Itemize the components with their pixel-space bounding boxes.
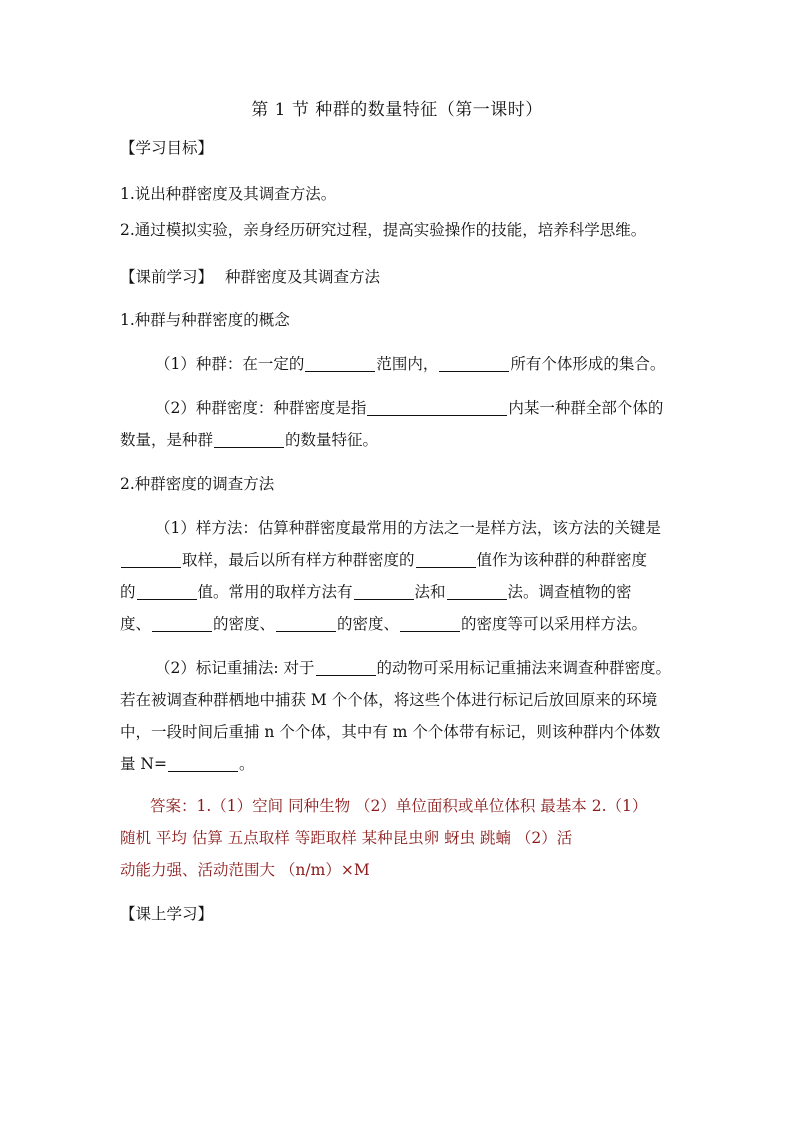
concept-p1 [155,354,665,374]
text-segment: 内某一种群全部个体的 [508,399,664,417]
answer-line1: 答案：1.（1）空间 同种生物 （2）单位面积或单位体积 最基本 2.（1） [150,797,648,815]
text-segment: 所有个体形成的集合。 [510,355,666,373]
fill-blank[interactable] [416,551,476,568]
text-segment: 值作为该种群的种群密度 [476,551,648,569]
text-segment: 度、 [120,615,152,633]
text-segment: 的密度、 [337,615,400,633]
fill-blank[interactable] [447,583,507,600]
mark-line3: 中，一段时间后重捕 n 个个体，其中有 m 个个体带有标记，则该种群内个体数 [120,723,661,741]
concept-p2-line2 [120,430,378,450]
sample-line1: （1）样方法：估算种群密度最常用的方法之一是样方法，该方法的关键是 [155,519,661,537]
text-segment: 数量，是种群 [120,431,214,449]
text-segment: 的密度、 [213,615,276,633]
sample-line4 [120,614,647,634]
mark-line4 [120,754,255,774]
text-segment: 的 [120,583,136,601]
fill-blank[interactable] [121,551,181,568]
concept-p2-line1 [155,398,663,418]
fill-blank[interactable] [400,615,460,632]
objective-item: 2.通过模拟实验，亲身经历研究过程，提高实验操作的技能，培养科学思维。 [120,221,647,239]
answer-line2: 随机 平均 估算 五点取样 等距取样 某种昆虫卵 蚜虫 跳蝻 （2）活 [120,829,573,847]
text-segment: 的动物可采用标记重捕法来调查种群密度。 [376,659,672,677]
fill-blank[interactable] [354,583,414,600]
fill-blank[interactable] [367,399,507,416]
sample-line3 [120,582,632,602]
sample-line2 [120,550,647,570]
mark-line1 [155,658,671,678]
concept-heading: 1.种群与种群密度的概念 [120,311,290,329]
text-segment: 取样，最后以所有样方种群密度的 [182,551,415,569]
fill-blank[interactable] [439,355,509,372]
methods-heading: 2.种群密度的调查方法 [120,475,275,493]
answer-line3: 动能力强、活动范围大 （n/m）×M [120,861,370,879]
inclass-heading: 【课上学习】 [120,905,214,923]
fill-blank[interactable] [214,431,284,448]
text-segment: 的密度等可以采用样方法。 [461,615,648,633]
text-segment: （1）种群：在一定的 [155,355,305,373]
prelearn-heading: 【课前学习】 [120,268,214,286]
objective-item: 1.说出种群密度及其调查方法。 [120,185,337,203]
fill-blank[interactable] [168,755,238,772]
text-segment: （2）标记重捕法: 对于 [155,659,315,677]
text-segment: 法。调查植物的密 [507,583,632,601]
mark-line2: 若在被调查种群栖地中捕获 M 个个体，将这些个体进行标记后放回原来的环境 [120,691,658,709]
text-segment: 范围内， [376,355,439,373]
fill-blank[interactable] [152,615,212,632]
page-title: 第 1 节 种群的数量特征（第一课时） [251,100,543,120]
text-segment: （2）种群密度：种群密度是指 [155,399,367,417]
prelearn-heading-line [120,267,380,287]
text-segment: 值。常用的取样方法有 [197,583,353,601]
fill-blank[interactable] [276,615,336,632]
prelearn-topic: 种群密度及其调查方法 [225,268,381,286]
fill-blank[interactable] [305,355,375,372]
fill-blank[interactable] [316,659,376,676]
text-segment: 法和 [414,583,446,601]
fill-blank[interactable] [137,583,197,600]
text-segment: 量 N= [120,755,167,773]
text-segment: 的数量特征。 [285,431,379,449]
text-segment: 。 [238,755,255,773]
objectives-heading: 【学习目标】 [120,139,214,157]
